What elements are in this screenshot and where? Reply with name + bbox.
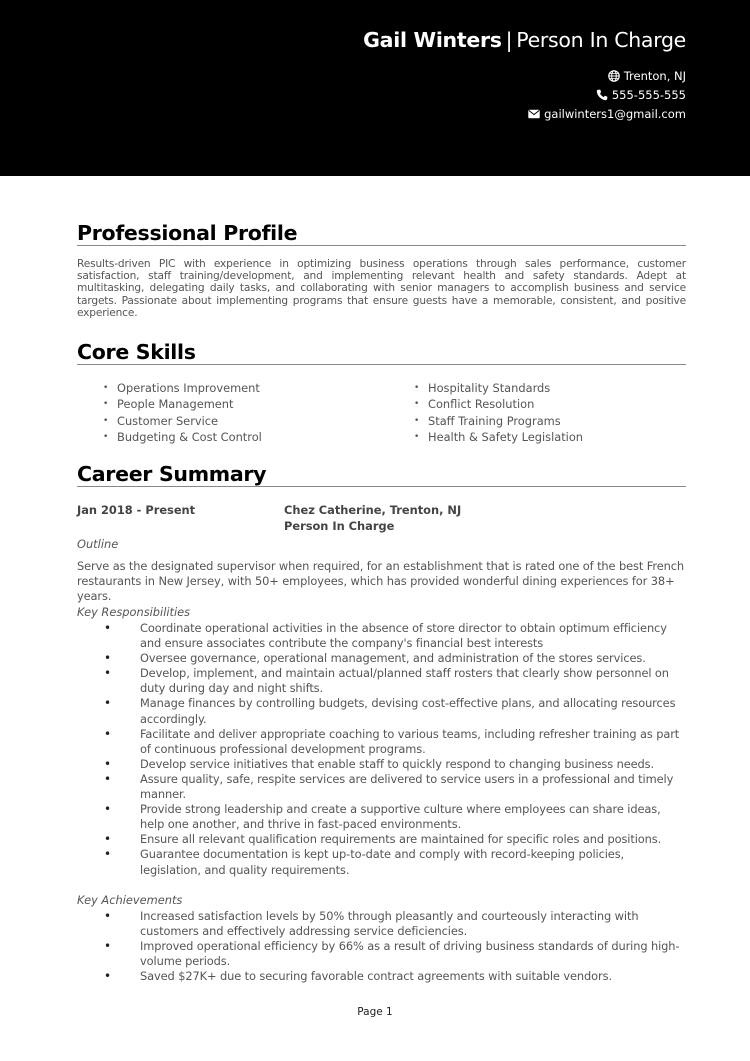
- list-item: • Provide strong leadership and create a supportive culture where employees can share ideas, help one another, and thrive in fast-paced environments.: [140, 802, 686, 832]
- contact-phone: [596, 88, 686, 102]
- resume-header: [0, 0, 750, 176]
- skill-item: • Health & Safety Legislation: [414, 429, 583, 445]
- list-item: • Develop service initiatives that enable staff to quickly respond to changing business needs.: [140, 757, 686, 772]
- skill-item: • People Management: [103, 396, 262, 412]
- contact-email[interactable]: [528, 107, 686, 121]
- name-line: [363, 28, 686, 52]
- list-item: • Facilitate and deliver appropriate coaching to various teams, including refresher training as part of continuous professional development programs.: [140, 727, 686, 757]
- skills-list-right: [414, 380, 583, 446]
- skill-item: • Hospitality Standards: [414, 380, 583, 396]
- contact-location: [608, 69, 686, 83]
- globe-icon: [608, 70, 620, 82]
- achievements-list: [140, 909, 686, 984]
- page-number: Page 1: [357, 1006, 393, 1018]
- responsibilities-label: Key Responsibilities: [77, 605, 191, 619]
- job-outline: Serve as the designated supervisor when required, for an establishment that is rated one of the best French restaurants in New Jersey, with 50+ employees, which has provided wonderful dining experiences for 38+ years.: [77, 559, 685, 604]
- skill-item: • Conflict Resolution: [414, 396, 583, 412]
- list-item: • Develop, implement, and maintain actual/planned staff rosters that clearly show personnel on duty during day and night shifts.: [140, 666, 686, 696]
- phone-icon: [596, 89, 608, 101]
- list-item: • Improved operational efficiency by 66% as a result of driving business standards of during high-volume periods.: [140, 939, 686, 969]
- skill-item: • Customer Service: [103, 413, 262, 429]
- job-dates: Jan 2018 - Present: [77, 503, 196, 517]
- job-role: Person In Charge: [284, 518, 395, 533]
- candidate-job-title: Person In Charge: [516, 28, 686, 52]
- candidate-name: Gail Winters: [363, 28, 502, 52]
- section-heading-skills: Core Skills: [77, 340, 686, 365]
- location-text: Trenton, NJ: [623, 69, 686, 83]
- list-item: • Oversee governance, operational management, and administration of the stores services.: [140, 651, 686, 666]
- title-separator: |: [505, 28, 513, 52]
- skill-item: • Operations Improvement: [103, 380, 262, 396]
- section-heading-career: Career Summary: [77, 462, 686, 487]
- list-item: • Increased satisfaction levels by 50% through pleasantly and courteously interacting with customers and effectively addressing service deficiencies.: [140, 909, 686, 939]
- envelope-icon: [528, 109, 540, 119]
- skill-item: • Staff Training Programs: [414, 413, 583, 429]
- job-employer: [284, 503, 461, 534]
- list-item: • Coordinate operational activities in the absence of store director to obtain optimum efficiency and ensure associates contribute the company's financial best interests: [140, 621, 686, 651]
- email-text[interactable]: gailwinters1@gmail.com: [544, 107, 686, 121]
- list-item: • Guarantee documentation is kept up-to-date and comply with record-keeping policies, legislation, and quality requirements.: [140, 847, 686, 877]
- phone-text: 555-555-555: [611, 88, 686, 102]
- list-item: • Ensure all relevant qualification requirements are maintained for specific roles and positions.: [140, 832, 686, 847]
- skill-item: • Budgeting & Cost Control: [103, 429, 262, 445]
- outline-label: Outline: [77, 537, 119, 551]
- achievements-label: Key Achievements: [77, 893, 183, 907]
- list-item: • Saved $27K+ due to securing favorable contract agreements with suitable vendors.: [140, 969, 686, 984]
- list-item: • Assure quality, safe, respite services are delivered to service users in a professional and timely manner.: [140, 772, 686, 802]
- profile-summary: Results-driven PIC with experience in optimizing business operations through sales performance, customer satisfaction, staff training/development, and implementing relevant health and safety standards. Adept at multitasking, delegating daily tasks, and collaborating with senior managers to accomplish business and service targets. Passionate about implementing programs that ensure guests have a memorable, consistent, and positive experience.: [77, 258, 686, 319]
- section-heading-profile: Professional Profile: [77, 221, 686, 246]
- responsibilities-list: [140, 621, 686, 878]
- skills-list-left: [103, 380, 262, 446]
- company-name: Chez Catherine, Trenton, NJ: [284, 503, 462, 517]
- list-item: • Manage finances by controlling budgets, devising cost-effective plans, and allocating resources accordingly.: [140, 696, 686, 726]
